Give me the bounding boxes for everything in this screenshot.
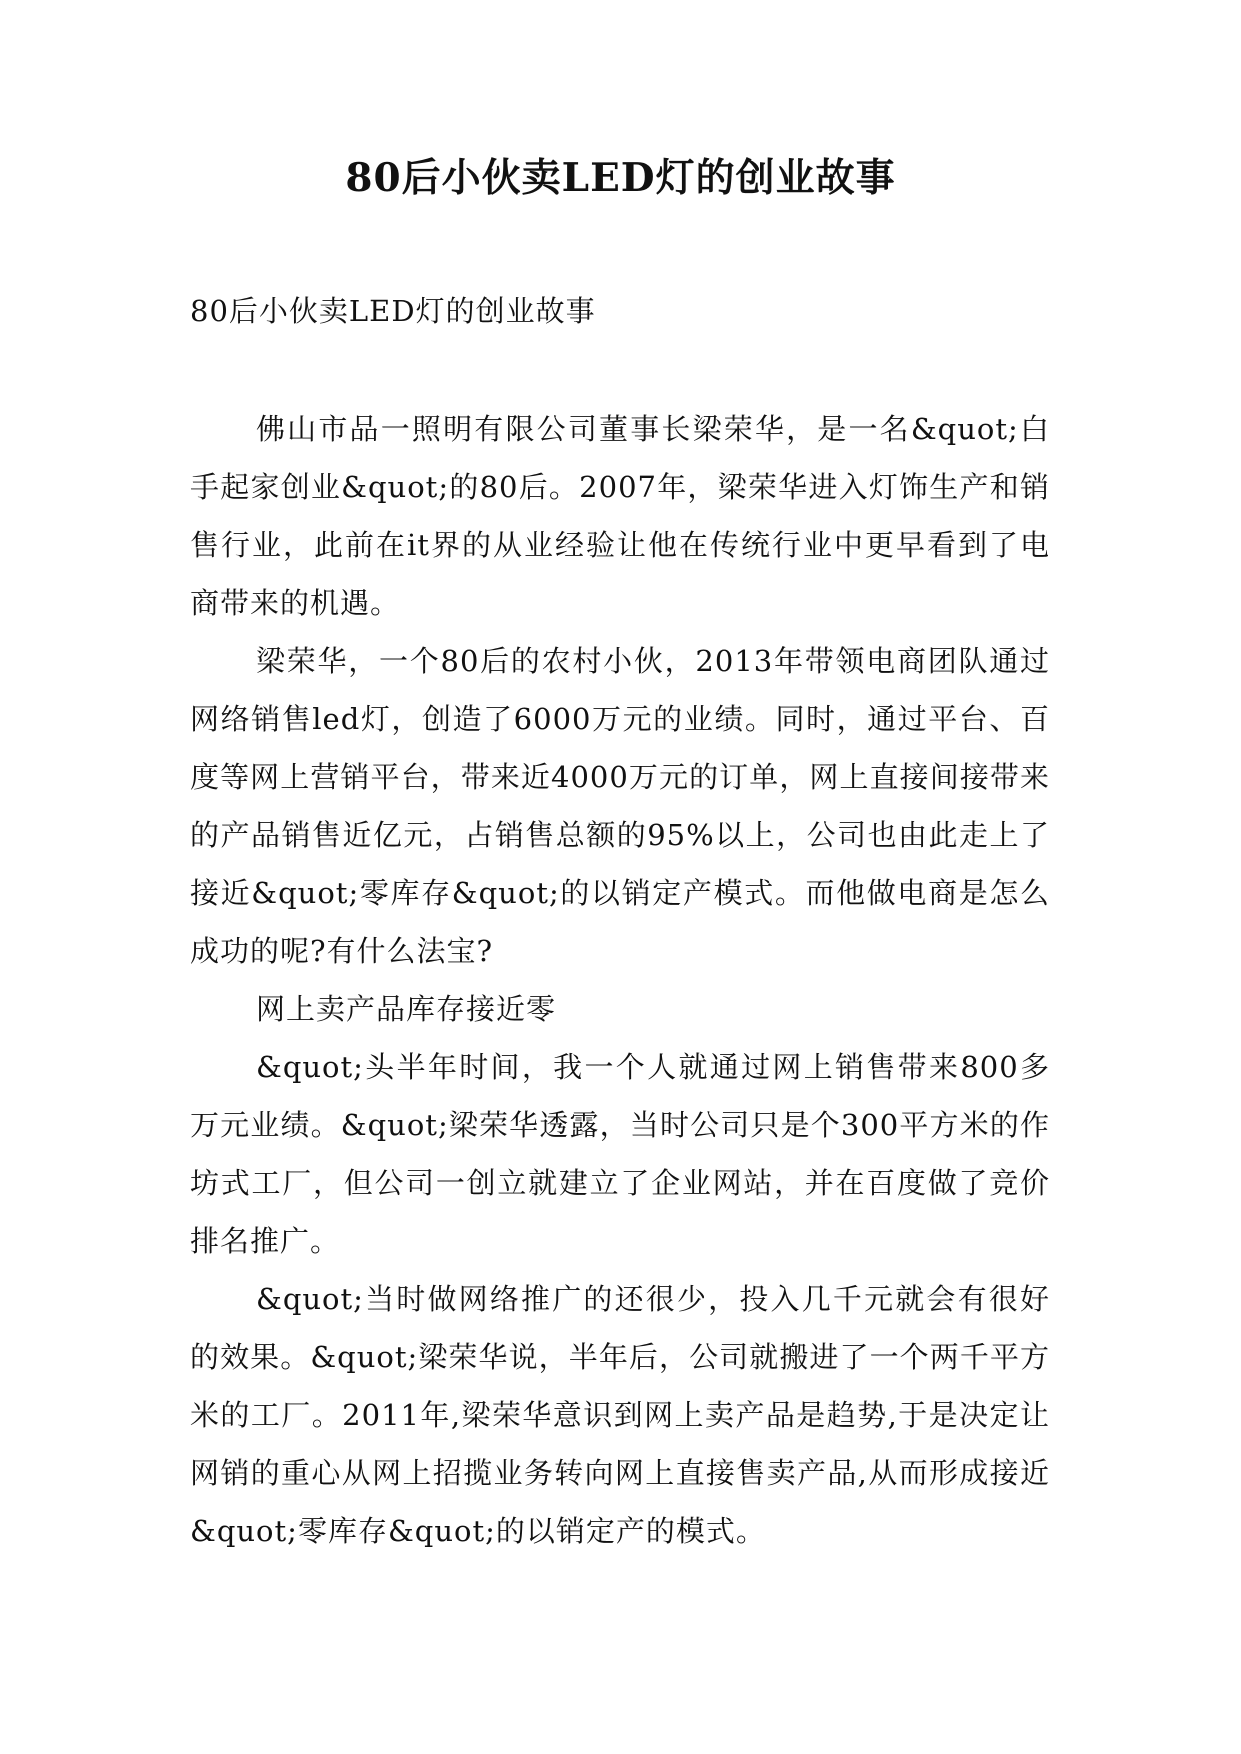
paragraph: 佛山市品一照明有限公司董事长梁荣华，是一名&quot;白手起家创业&quot;的80后。2007年，梁荣华进入灯饰生产和销售行业，此前在it界的从业经验让他在传统行业中更早看到了电商带来的机遇。: [190, 412, 1050, 620]
document-title: 80后小伙卖LED灯的创业故事: [345, 155, 896, 201]
paragraph: 梁荣华，一个80后的农村小伙，2013年带领电商团队通过网络销售led灯，创造了6000万元的业绩。同时，通过平台、百度等网上营销平台，带来近4000万元的订单，网上直接间接带来的产品销售近亿元，占销售总额的95%以上，公司也由此走上了接近&quot;零库存&quot;的以销定产模式。而他做电商是怎么成功的呢?有什么法宝?: [190, 644, 1050, 968]
document-subtitle: 80后小伙卖LED灯的创业故事: [190, 294, 596, 328]
paragraph: &quot;头半年时间，我一个人就通过网上销售带来800多万元业绩。&quot;梁荣华透露，当时公司只是个300平方米的作坊式工厂，但公司一创立就建立了企业网站，并在百度做了竞价排名推广。: [190, 1050, 1050, 1258]
section-heading: 网上卖产品库存接近零: [256, 992, 557, 1026]
document-body: [190, 400, 1050, 1560]
paragraph: &quot;当时做网络推广的还很少，投入几千元就会有很好的效果。&quot;梁荣华说，半年后，公司就搬进了一个两千平方米的工厂。2011年,梁荣华意识到网上卖产品是趋势,于是决定让网销的重心从网上招揽业务转向网上直接售卖产品,从而形成接近&quot;零库存&quot;的以销定产的模式。: [190, 1282, 1050, 1548]
